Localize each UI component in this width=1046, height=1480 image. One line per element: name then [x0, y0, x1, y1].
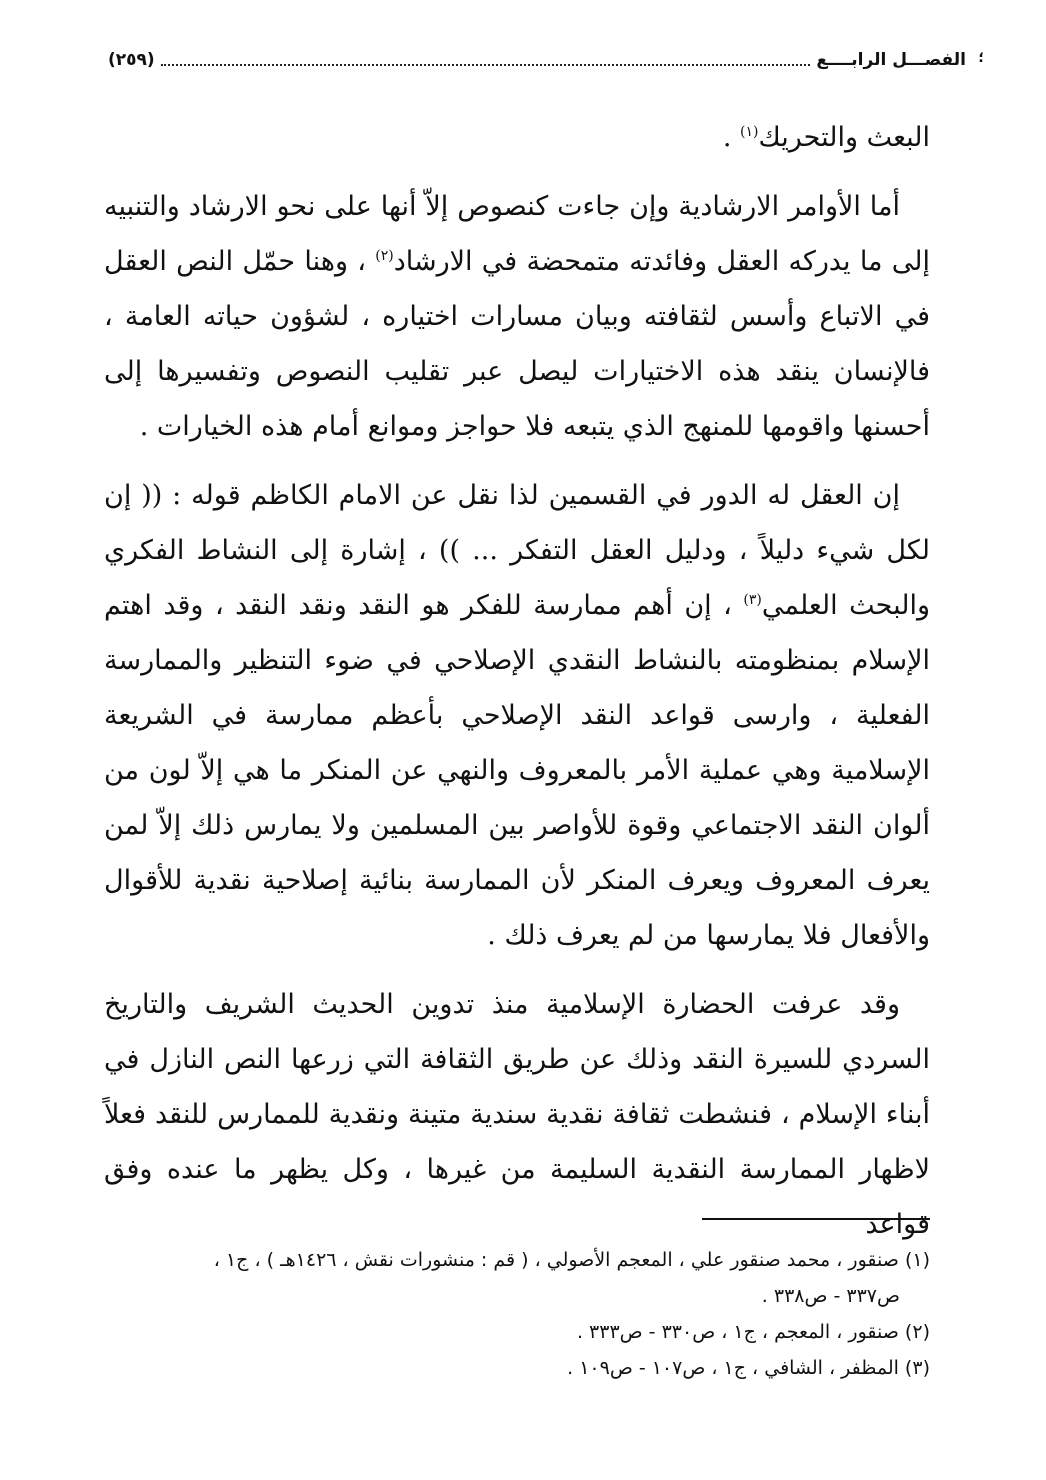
- running-header: [108, 40, 984, 80]
- footnote-ref-1: (١): [740, 124, 759, 140]
- footnote-ref-2: (٢): [375, 248, 394, 264]
- paragraph-2-text-a: أما الأوامر الارشادية وإن جاءت كنصوص إلاّ أنها على نحو الارشاد والتنبيه إلى ما يدركه العقل وفائدته متمحضة في الارشاد: [104, 191, 930, 277]
- header-dot-leader: [161, 54, 811, 66]
- footnote-separator: [702, 1218, 930, 1220]
- paragraph-3: [104, 468, 930, 963]
- paragraph-1-end: .: [722, 122, 741, 153]
- paragraph-4: وقد عرفت الحضارة الإسلامية منذ تدوين الحديث الشريف والتاريخ السردي للسيرة النقد وذلك عن طريق الثقافة التي زرعها النص النازل في أبناء الإسلام ، فنشطت ثقافة نقدية سندية متينة ونقدية للممارس للنقد فعلاً لاظهار الممارسة النقدية السليمة من غيرها ، وكل يظهر ما عنده وفق قواعد: [104, 989, 930, 1240]
- paragraph-2-text-b: ، وهنا حمّل النص العقل في الاتباع وأسس لثقافته وبيان مسارات اختياره ، لشؤون حياته العامة ، فالإنسان ينقد هذه الاختيارات ليصل عبر تقليب النصوص وتفسيرها إلى أحسنها واقومها للمنهج الذي يتبعه فلا حواجز وموانع أمام هذه الخيارات .: [104, 246, 930, 442]
- paragraph-1: [104, 110, 930, 165]
- chapter-title: الفصـــل الرابــــع: [816, 50, 966, 70]
- footnote-1-continuation: ص٣٣٧ - ص٣٣٨ .: [761, 1285, 900, 1307]
- main-text: [104, 110, 930, 1252]
- footnote-3: (٣) المظفر ، الشافي ، ج١ ، ص١٠٧ - ص١٠٩ .: [567, 1357, 930, 1379]
- paragraph-2: [104, 179, 930, 454]
- footnote-ref-3: (٣): [743, 592, 762, 608]
- page-number: (٢٥٩): [108, 50, 155, 70]
- header-margin-mark: ؛: [978, 50, 984, 66]
- paragraph-1-text: البعث والتحريك: [758, 122, 930, 153]
- paragraph-3-text-a: إن العقل له الدور في القسمين لذا نقل عن الامام الكاظم قوله : (( إن لكل شيء دليلاً ، ودليل العقل التفكر ... )) ، إشارة إلى النشاط الفكري والبحث العلمي: [104, 480, 930, 621]
- footnotes: [104, 1242, 930, 1386]
- footnote-2: (٢) صنقور ، المعجم ، ج١ ، ص٣٣٠ - ص٣٣٣ .: [576, 1321, 930, 1343]
- footnote-1: (١) صنقور ، محمد صنقور علي ، المعجم الأصولي ، ( قم : منشورات نقش ، ١٤٢٦هـ ) ، ج١ ،: [213, 1249, 930, 1271]
- paragraph-3-text-b: ، إن أهم ممارسة للفكر هو النقد ونقد النقد ، وقد اهتم الإسلام بمنظومته بالنشاط النقدي الإصلاحي في ضوء التنظير والممارسة الفعلية ، وارسى قواعد النقد الإصلاحي بأعظم ممارسة في الشريعة الإسلامية وهي عملية الأمر بالمعروف والنهي عن المنكر ما هي إلاّ لون من ألوان النقد الاجتماعي وقوة للأواصر بين المسلمين ولا يمارس ذلك إلاّ لمن يعرف المعروف ويعرف المنكر لأن الممارسة بنائية إصلاحية نقدية للأقوال والأفعال فلا يمارسها من لم يعرف ذلك .: [104, 590, 930, 951]
